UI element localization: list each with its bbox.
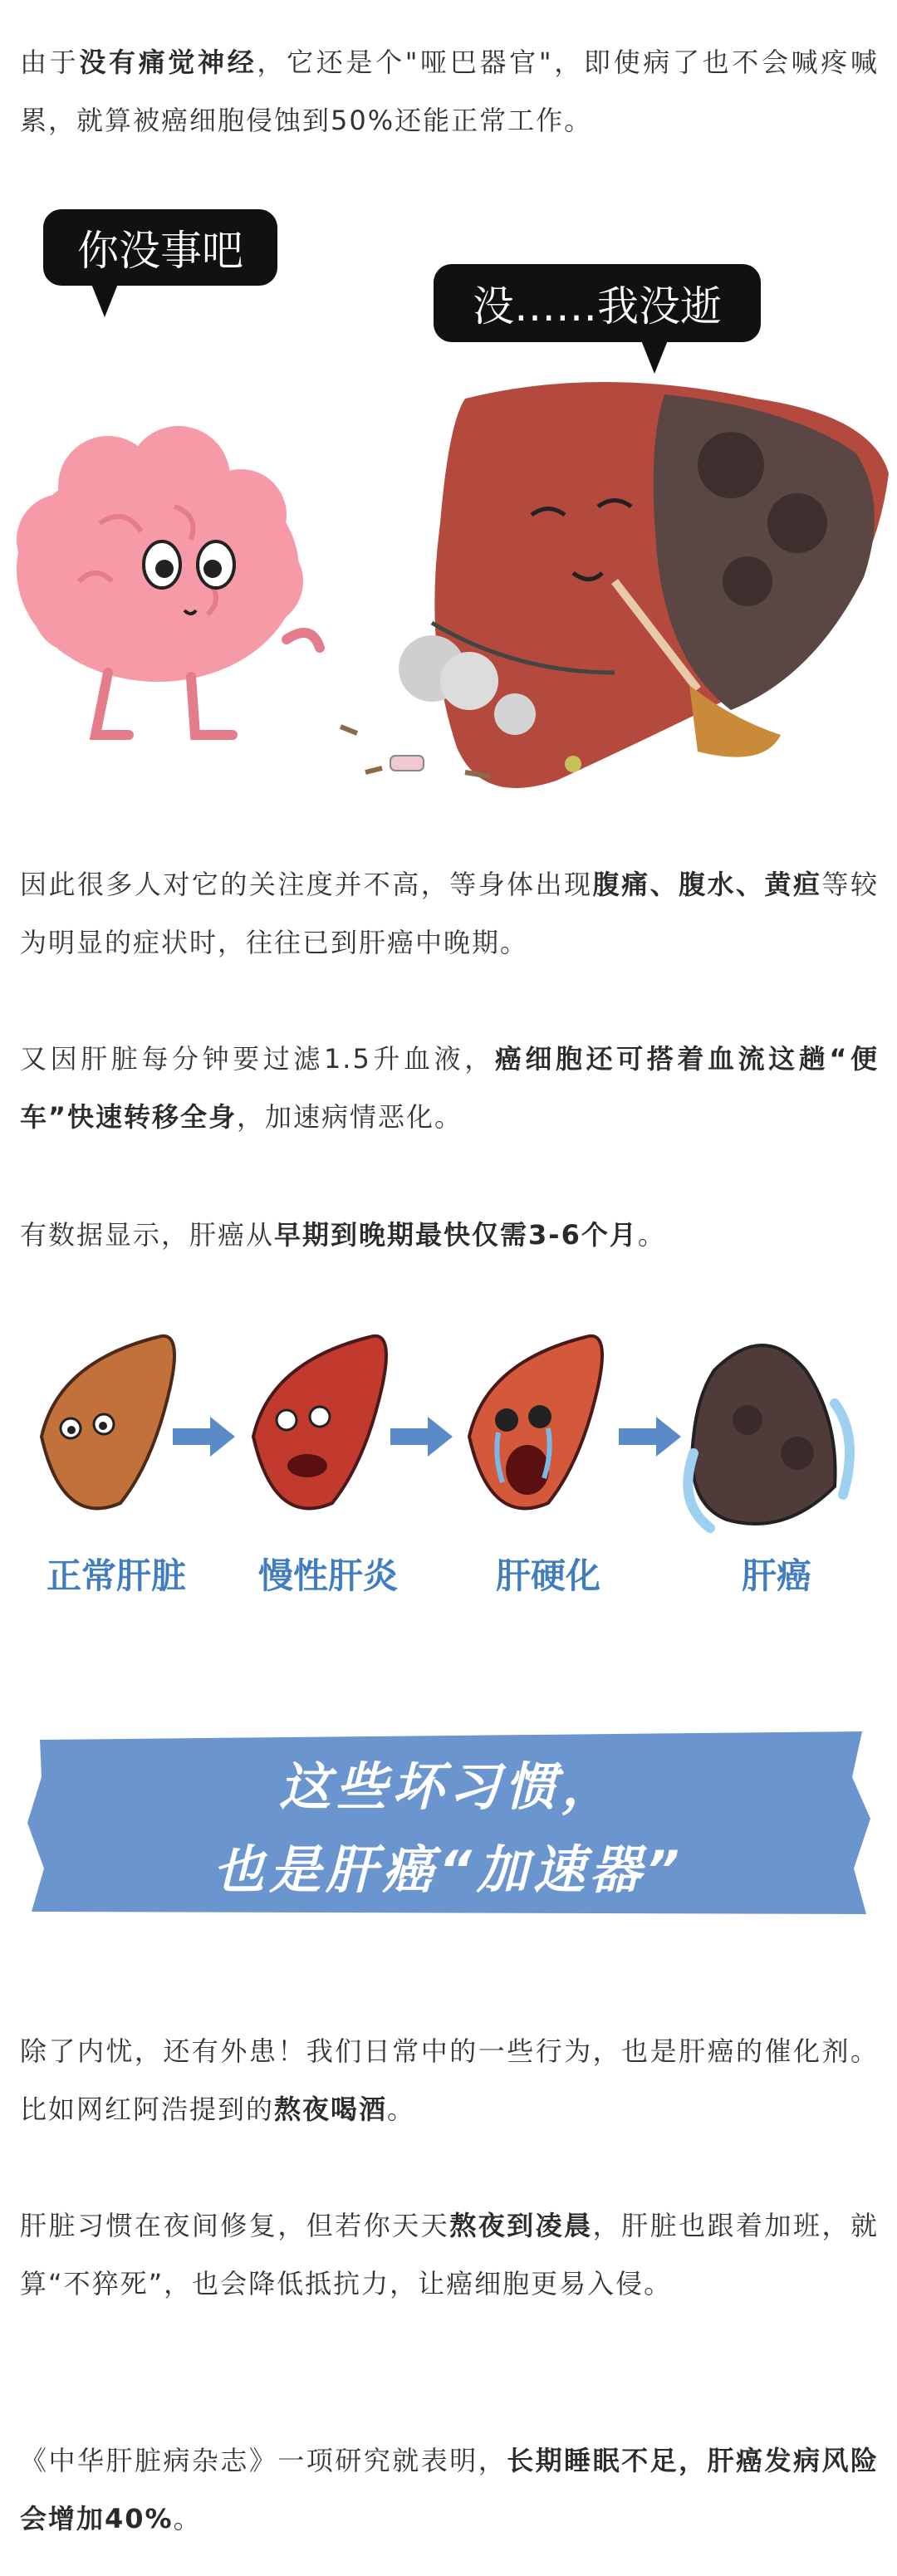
p5-text-2: 。 [387,2094,416,2125]
p1-bold: 没有痛觉神经 [79,47,257,78]
p1-text-1: 由于 [20,47,80,78]
p3-text-1: 又因肝脏每分钟要过滤1.5升血液， [20,1043,495,1075]
cancer-liver-icon [688,1345,850,1528]
stage-label-cirrhosis: 肝硬化 [495,1555,600,1596]
p5-text-1: 除了内忧，还有外患！我们日常中的一些行为，也是肝癌的催化剂。比如网红阿浩提到的 [20,2035,879,2125]
brain-liver-illustration [0,191,897,822]
p6-text-2: ，肝脏也跟着加班，就算“不猝死”，也会降低抵抗力，让癌细胞更易入侵。 [20,2210,879,2299]
illustration-art [0,191,897,822]
p3-bold: 癌细胞还可搭着血流这趟“便车”快速转移全身 [20,1043,879,1133]
p5-bold: 熬夜喝酒 [274,2094,388,2125]
normal-liver-icon [42,1336,174,1509]
paragraph-4 [20,1206,879,1264]
stage-label-normal: 正常肝脏 [46,1555,186,1596]
p2-bold: 腹痛、腹水、黄疸 [592,869,822,900]
paragraph-5 [20,2022,879,2138]
p7-text-2: 。 [173,2503,202,2534]
paragraph-6 [20,2196,879,2313]
stage-label-hepatitis: 慢性肝炎 [257,1555,398,1596]
cirrhosis-liver-icon [469,1336,602,1509]
banner-line-2: 也是肝癌“加速器” [213,1839,684,1900]
p6-text-1: 肝脏习惯在夜间修复，但若你天天 [20,2210,450,2241]
arrow-icon [619,1417,681,1457]
p2-text-2: 等较为明显的症状时，往往已到肝癌中晚期。 [20,869,879,958]
banner-line-1: 这些坏习惯， [278,1756,618,1817]
p7-text-1: 《中华肝脏病杂志》一项研究就表明， [20,2445,507,2476]
p1-text-2: ，它还是个"哑巴器官"，即使病了也不会喊疼喊累，就算被癌细胞侵蚀到50%还能正常工作。 [20,47,879,136]
hepatitis-liver-icon [253,1336,386,1509]
liver-stages-art [0,1320,897,1545]
paragraph-3 [20,1030,879,1146]
p4-text-1: 有数据显示，肝癌从 [20,1219,275,1251]
p6-bold: 熬夜到凌晨 [449,2210,593,2241]
liver-stages-diagram [0,1320,897,1628]
stage-label-cancer: 肝癌 [741,1555,811,1596]
brain-bubble-text: 你没事吧 [77,227,243,275]
brain-icon [17,426,320,735]
p2-text-1: 因此很多人对它的关注度并不高，等身体出现 [20,869,593,900]
section-banner [23,1727,874,1918]
paragraph-1 [20,33,879,149]
p4-bold: 早期到晚期最快仅需3-6个月 [274,1219,638,1251]
p4-text-2: 。 [637,1219,666,1251]
arrow-icon [390,1417,453,1457]
paragraph-2 [20,855,879,972]
p3-text-2: ，加速病情恶化。 [237,1101,463,1133]
p7-bold: 长期睡眠不足，肝癌发病风险会增加40% [20,2445,879,2534]
liver-bubble-text: 没……我没逝 [473,282,722,331]
arrow-icon [173,1417,235,1457]
paragraph-7 [20,2432,879,2548]
